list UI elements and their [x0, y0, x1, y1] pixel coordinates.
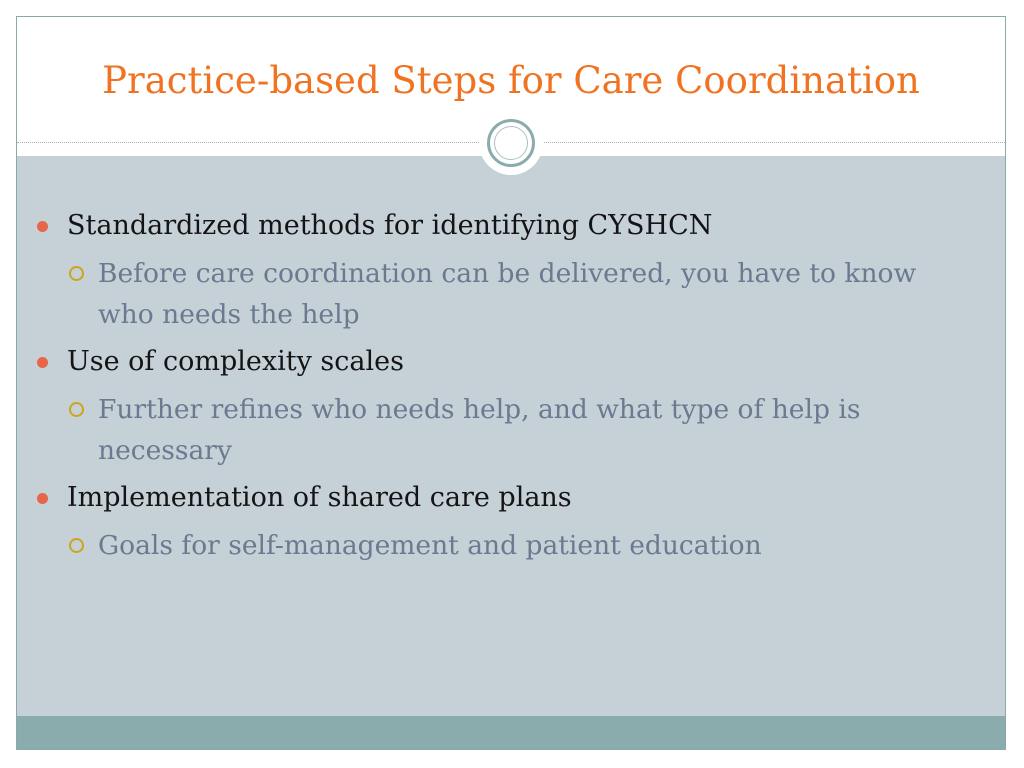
footer-bar: [17, 716, 1005, 750]
sub-bullet-item: [17, 525, 1005, 566]
bullet-text: Use of complexity scales: [67, 346, 404, 377]
slide: [16, 16, 1006, 750]
bullet-list: [17, 205, 1005, 572]
hollow-circle-icon: [69, 538, 84, 553]
bullet-item: [17, 477, 1005, 519]
bullet-text: Implementation of shared care plans: [67, 482, 572, 513]
filled-circle-icon: [37, 221, 48, 232]
filled-circle-icon: [37, 357, 48, 368]
hollow-circle-icon: [69, 402, 84, 417]
bullet-item: [17, 205, 1005, 247]
sub-bullet-text: Before care coordination can be delivered, you have to know who needs the help: [98, 258, 917, 330]
ornament-outer-ring: [487, 119, 535, 167]
sub-bullet-item: [17, 389, 1005, 471]
bullet-text: Standardized methods for identifying CYSHCN: [67, 210, 713, 241]
sub-bullet-text: Further refines who needs help, and what type of help is necessary: [98, 394, 861, 466]
sub-bullet-item: [17, 253, 1005, 335]
sub-bullet-text: Goals for self-management and patient education: [98, 530, 762, 561]
hollow-circle-icon: [69, 266, 84, 281]
ornament-inner-ring: [494, 126, 528, 160]
ornament-ring-icon: [479, 111, 543, 175]
bullet-item: [17, 341, 1005, 383]
slide-title: Practice-based Steps for Care Coordination: [102, 59, 920, 102]
filled-circle-icon: [37, 493, 48, 504]
